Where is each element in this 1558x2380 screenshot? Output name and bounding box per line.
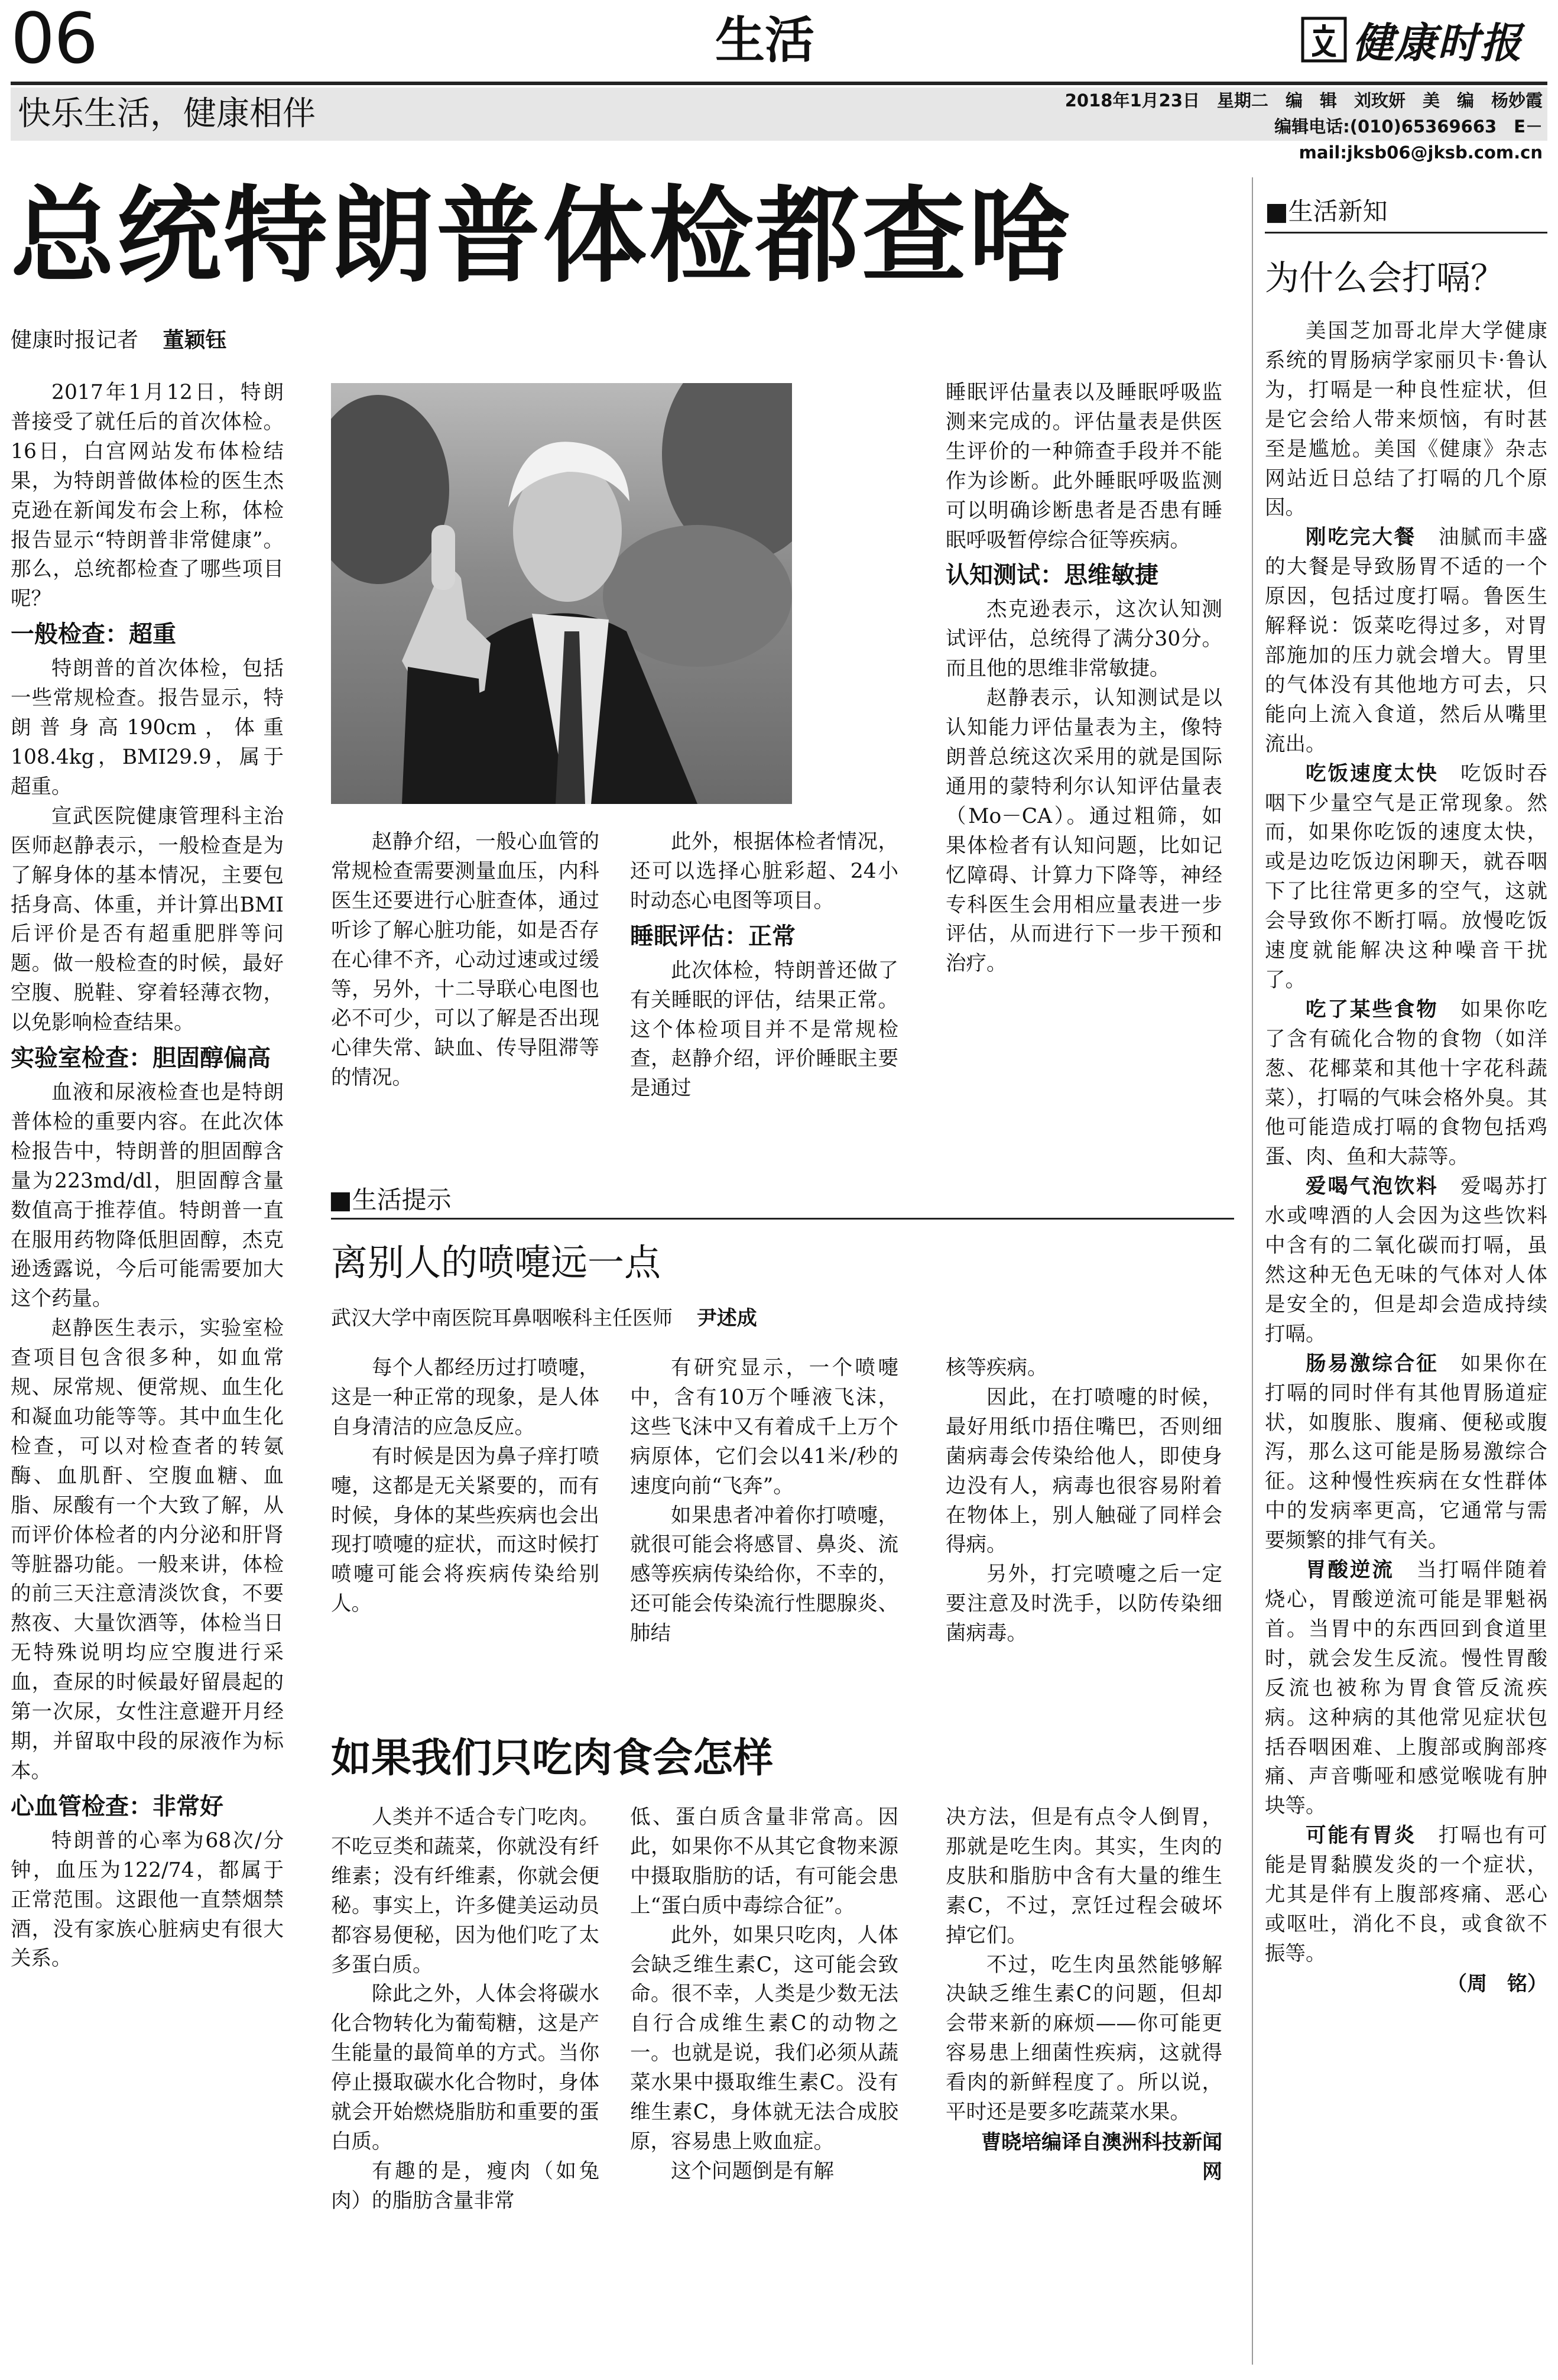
burp-section-rule (1265, 232, 1547, 234)
paragraph-text: 吃饭时吞咽下少量空气是正常现象。然而，如果你吃饭的速度太快，或是边吃饭边闲聊天，就吞咽下了比往常更多的空气，这就会导致你不断打嗝。放慢吃饭速度就能解决这种噪音干扰了。 (1265, 761, 1547, 992)
paragraph: 血液和尿液检查也是特朗普体检的重要内容。在此次体检报告中，特朗普的胆固醇含量为223md/dl，胆固醇含量数值高于推荐值。特朗普一直在服用药物降低胆固醇，杰克逊透露说，今后可能需要加大这个药量。 (11, 1081, 284, 1311)
section-name: 生活 (715, 11, 815, 69)
paragraph: 另外，打完喷嚏之后一定要注意及时洗手，以防传染细菌病毒。 (946, 1562, 1222, 1646)
paragraph-text: 当打嗝伴随着烧心，胃酸逆流可能是罪魁祸首。当胃中的东西回到食道里时，就会发生反流。慢性胃酸反流也被称为胃食管反流疾病。这种病的其他常见症状包括吞咽困难、上腹部或胸部疼痛、声音嘶哑和感觉喉咙有肿块等。 (1265, 1558, 1547, 1818)
paragraph: 决方法，但是有点令人倒胃，那就是吃生肉。其实，生肉的皮肤和脂肪中含有大量的维生素C，不过，烹饪过程会破坏掉它们。 (946, 1805, 1222, 1947)
byline-name: 董颖钰 (163, 328, 227, 352)
paragraph: 赵静表示，认知测试是以认知能力评估量表为主，像特朗普总统这次采用的就是国际通用的蒙特利尔认知评估量表（Mo－CA）。通过粗筛，如果体检者有认知问题，比如记忆障碍、计算力下降等，神经专科医生会用相应量表进一步评估，从而进行下一步干预和治疗。 (946, 686, 1222, 976)
main-col-2 (331, 828, 599, 1159)
paragraph-text: 如果你在打嗝的同时伴有其他胃肠道症状，如腹胀、腹痛、便秘或腹泻，那么这可能是肠易激综合征。这种慢性疾病在女性群体中的发病率更高，它通常与需要频繁的排气有关。 (1265, 1351, 1547, 1553)
meat-col-3 (946, 1803, 1222, 2371)
paragraph: 此外，根据体检者情况，还可以选择心脏彩超、24小时动态心电图等项目。 (630, 830, 898, 913)
keyword: 胃酸逆流 (1306, 1558, 1394, 1583)
paragraph: 赵静医生表示，实验室检查项目包含很多种，如血常规、尿常规、便常规、血生化和凝血功能等等。其中血生化检查，可以对检查者的转氨酶、血肌酐、空腹血糖、血脂、尿酸有一个大致了解，从而评价体检者的内分泌和肝肾等脏器功能。一般来讲，体检的前三天注意清淡饮食，不要熬夜、大量饮酒等，体检当日无特殊说明均应空腹进行采血，查尿的时候最好留晨起的第一次尿，女性注意避开月经期，并留取中段的尿液作为标本。 (11, 1317, 284, 1783)
right-column-divider (1252, 177, 1253, 2365)
paragraph: 有时候是因为鼻子痒打喷嚏，这都是无关紧要的，而有时候，身体的某些疾病也会出现打喷嚏的症状，而这时候打喷嚏可能会将疾病传染给别人。 (331, 1444, 599, 1616)
paragraph: 睡眠评估量表以及睡眠呼吸监测来完成的。评估量表是供医生评价的一种筛查手段并不能作为诊断。此外睡眠呼吸监测可以明确诊断患者是否患有睡眠呼吸暂停综合征等疾病。 (946, 381, 1222, 552)
paragraph (1265, 317, 1547, 523)
page-number: 06 (11, 0, 98, 79)
logo-emblem-icon (1300, 16, 1348, 63)
paragraph (1265, 1556, 1547, 1821)
paragraph: 特朗普的心率为68次/分钟，血压为122/74，都属于正常范围。这跟他一直禁烟禁酒，没有家族心脏病史有很大关系。 (11, 1828, 284, 1971)
masthead-rule (11, 82, 1547, 85)
paragraph: 有研究显示，一个喷嚏中，含有10万个唾液飞沫，这些飞沫中又有着成千上万个病原体，它们会以41米/秒的速度向前“飞奔”。 (630, 1356, 898, 1498)
paragraph: 这个问题倒是有解 (671, 2159, 834, 2183)
newspaper-logo (1300, 13, 1523, 66)
tips-section-rule (331, 1218, 1234, 1220)
paragraph-text: 美国芝加哥北岸大学健康系统的胃肠病学家丽贝卡·鲁认为，打嗝是一种良性症状，但是它会给人带来烦恼，有时甚至是尴尬。美国《健康》杂志网站近日总结了打嗝的几个原因。 (1265, 319, 1547, 520)
sneeze-article-byline (331, 1302, 757, 1335)
sneeze-article-title: 离别人的喷嚏远一点 (331, 1241, 661, 1284)
paragraph: 人类并不适合专门吃肉。不吃豆类和蔬菜，你就没有纤维素；没有纤维素，你就会便秘。事实上，许多健美运动员都容易便秘，因为他们吃了太多蛋白质。 (331, 1805, 599, 1977)
burp-article-title: 为什么会打嗝？ (1265, 258, 1505, 298)
date-editor-line: 2018年1月23日 星期二 编 辑 刘玫妍 美 编 杨妙霞 (1064, 90, 1543, 111)
trump-photo (331, 383, 792, 804)
main-article-title: 总统特朗普体检都查啥 (11, 176, 1075, 297)
subheading: 一般检查：超重 (11, 621, 176, 648)
photo-figure-icon (331, 383, 792, 804)
paragraph: 此次体检，特朗普还做了有关睡眠的评估，结果正常。这个体检项目并不是常规检查，赵静介绍，评价睡眠主要是通过 (630, 958, 898, 1101)
paragraph: 低、蛋白质含量非常高。因此，如果你不从其它食物来源中摄取脂肪的话，有可能会患上“蛋白质中毒综合征”。 (630, 1805, 898, 1918)
paragraph: 因此，在打喷嚏的时候，最好用纸巾捂住嘴巴，否则细菌病毒会传染给他人，即使身边没有人，病毒也很容易附着在物体上，别人触碰了同样会得病。 (946, 1385, 1222, 1557)
paragraph: 杰克逊表示，这次认知测试评估，总统得了满分30分。而且他的思维非常敏捷。 (946, 598, 1222, 681)
byline-label: 健康时报记者 (11, 328, 139, 352)
sneeze-byline-name: 尹述成 (696, 1306, 757, 1330)
paragraph (1265, 1172, 1547, 1349)
main-col-4 (946, 378, 1222, 1159)
subheading: 认知测试：思维敏捷 (946, 562, 1158, 589)
main-col-1 (11, 378, 284, 2380)
paragraph: 不过，吃生肉虽然能够解决缺乏维生素C的问题，但却会带来新的麻烦——你可能更容易患上细菌性疾病，这就得看肉的新鲜程度了。所以说，平时还是要多吃蔬菜水果。 (946, 1953, 1222, 2125)
sneeze-col-2 (630, 1354, 898, 1708)
subheading: 睡眠评估：正常 (630, 922, 796, 950)
paragraph: 特朗普的首次体检，包括一些常规检查。报告显示，特朗普身高190cm，体重108.4kg，BMI29.9，属于超重。 (11, 657, 284, 799)
paragraph (1265, 1821, 1547, 1969)
paragraph: 宣武医院健康管理科主治医师赵静表示，一般检查是为了解身体的基本情况，主要包括身高、体重，并计算出BMI后评价是否有超重肥胖等问题。做一般检查的时候，最好空腹、脱鞋、穿着轻薄衣物，以免影响检查结果。 (11, 804, 284, 1035)
logo-text: 健康时报 (1352, 18, 1523, 67)
main-article-byline (11, 323, 226, 358)
paragraph: 除此之外，人体会将碳水化合物转化为葡萄糖，这是产生能量的最简单的方式。当你停止摄取碳水化合物时，身体就会开始燃烧脂肪和重要的蛋白质。 (331, 1982, 599, 2154)
paragraph-text: 打嗝也有可能是胃黏膜发炎的一个症状，尤其是伴有上腹部疼痛、恶心或呕吐，消化不良，或食欲不振等。 (1265, 1824, 1547, 1966)
keyword: 吃饭速度太快 (1306, 761, 1439, 786)
burp-article-credit: （周 铭） (1447, 1972, 1547, 1996)
contact-line: 编辑电话:(010)65369663 E－mail:jksb06@jksb.com.cn (1274, 116, 1543, 163)
subheading: 实验室检查：胆固醇偏高 (11, 1045, 271, 1072)
paragraph-text: 如果你吃了含有硫化合物的食物（如洋葱、花椰菜和其他十字花科蔬菜），打嗝的气味会格外臭。其他可能造成打嗝的食物包括鸡蛋、肉、鱼和大蒜等。 (1265, 997, 1547, 1169)
keyword: 吃了某些食物 (1306, 997, 1439, 1022)
paragraph: 核等疾病。 (946, 1356, 1048, 1380)
sneeze-byline-label: 武汉大学中南医院耳鼻咽喉科主任医师 (331, 1306, 673, 1330)
paragraph: 如果患者冲着你打喷嚏，就很可能会将感冒、鼻炎、流感等疾病传染给你，不幸的，还可能会传染流行性腮腺炎、肺结 (630, 1503, 898, 1646)
paragraph: 此外，如果只吃肉，人体会缺乏维生素C，这可能会致命。很不幸，人类是少数无法自行合成维生素C的动物之一。也就是说，我们必须从蔬菜水果中摄取维生素C。没有维生素C，身体就无法合成胶原，容易患上败血症。 (630, 1923, 898, 2154)
keyword: 可能有胃炎 (1306, 1824, 1417, 1848)
tips-section-label: ■生活提示 (329, 1185, 452, 1214)
paragraph (1265, 523, 1547, 759)
slogan: 快乐生活，健康相伴 (18, 95, 316, 133)
meat-article-credit: 曹晓培编译自澳洲科技新闻网 (981, 2130, 1222, 2184)
meat-col-1 (331, 1803, 599, 2371)
paragraph: 有趣的是，瘦肉（如兔肉）的脂肪含量非常 (331, 2159, 599, 2213)
paragraph (1265, 996, 1547, 1172)
paragraph: 每个人都经历过打喷嚏，这是一种正常的现象，是人体自身清洁的应急反应。 (331, 1356, 599, 1439)
burp-section-label: ■生活新知 (1265, 197, 1388, 226)
paragraph (1265, 760, 1547, 996)
main-col-3 (630, 828, 898, 1159)
subheading: 心血管检查：非常好 (11, 1792, 223, 1820)
meat-article-title: 如果我们只吃肉食会怎样 (331, 1735, 774, 1782)
meat-col-2 (630, 1803, 898, 2371)
paragraph-text: 油腻而丰盛的大餐是导致肠胃不适的一个原因，包括过度打嗝。鲁医生解释说：饭菜吃得过多，对胃部施加的压力就会增大。胃里的气体没有其他地方可去，只能向上流入食道，然后从嘴里流出。 (1265, 526, 1547, 756)
paragraph: 2017年1月12日，特朗普接受了就任后的首次体检。16日，白宫网站发布体检结果，为特朗普做体检的医生杰克逊在新闻发布会上称，体检报告显示“特朗普非常健康”。那么，总统都检查了哪些项目呢？ (11, 381, 284, 611)
paragraph (1265, 1350, 1547, 1556)
keyword: 肠易激综合征 (1306, 1351, 1439, 1376)
paragraph: 赵静介绍，一般心血管的常规检查需要测量血压，内科医生还要进行心脏查体，通过听诊了解心脏功能，如是否存在心律不齐，心动过速或过缓等，另外，十二导联心电图也必不可少，可以了解是否出现心律失常、缺血、传导阻滞等的情况。 (331, 830, 599, 1090)
keyword: 刚吃完大餐 (1306, 526, 1417, 550)
burp-col (1265, 317, 1547, 2374)
sneeze-col-1 (331, 1354, 599, 1708)
sneeze-col-3 (946, 1354, 1222, 1708)
paragraph-text: 爱喝苏打水或啤酒的人会因为这些饮料中含有的二氧化碳而打嗝，虽然这种无色无味的气体对人体是安全的，但是却会造成持续打嗝。 (1265, 1175, 1547, 1346)
keyword: 爱喝气泡饮料 (1306, 1175, 1439, 1199)
